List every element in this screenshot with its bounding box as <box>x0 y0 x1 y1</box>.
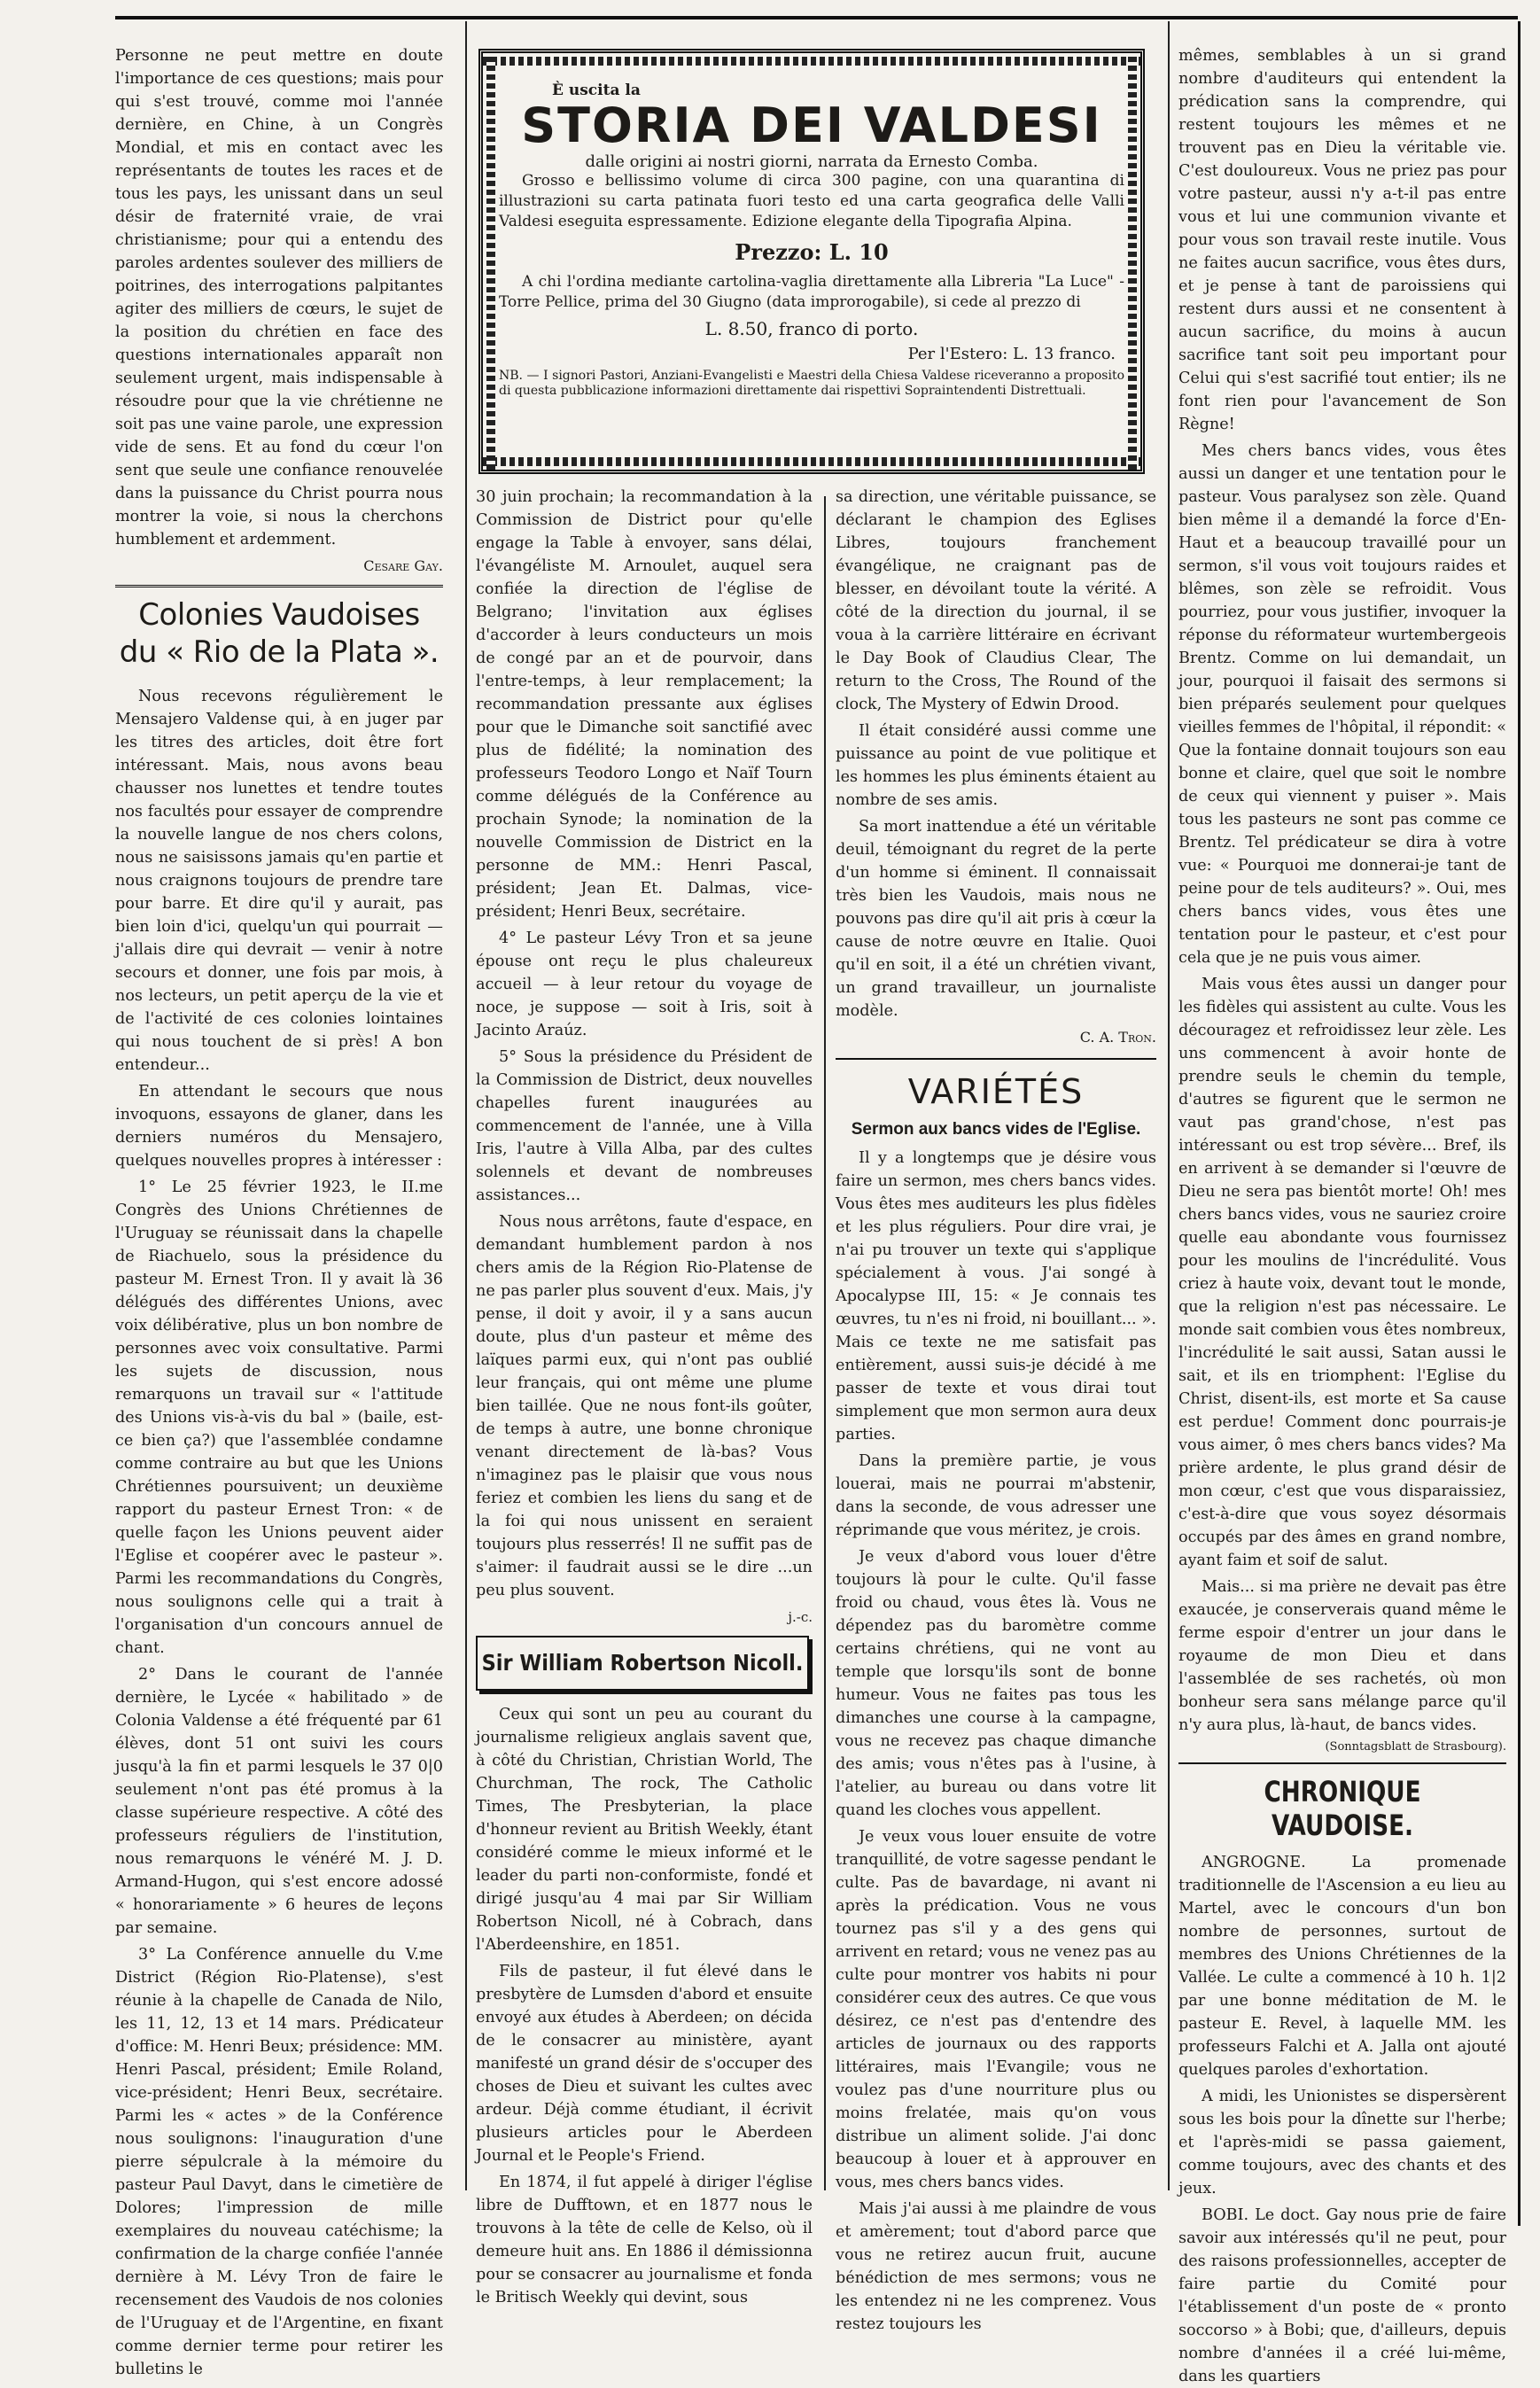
paragraph: mêmes, semblables à un si grand nombre d'auditeurs qui entendent la prédication sans la comprendre, qui restent toujours les mêmes et ne trouvent pas en Dieu la véritable vie. C'est douloureux. Vous ne priez pas pour votre pasteur, aussi n'y a-t-il pas entre vous et lui une communion vivante et pour vous son travail reste inutile. Vous ne faites aucun sacrifice, vous êtes durs, et je pense à tant de paroissiens qui restent durs aussi et ne consentent à aucun sacrifice, du moins à aucun sacrifice tant soit peu important pour Celui qui s'est sacrifié tout entier; ils ne font rien pour l'avancement de Son Règne! <box>1178 47 1506 433</box>
article-title-line2: du « Rio de la Plata ». <box>119 634 439 670</box>
paragraph: 1° Le 25 février 1923, le II.me Congrès des Unions Chrétiennes de l'Uruguay se réunissait dans la chapelle de Riachuelo, sous la présidence du pasteur M. Ernest Tron. Il y avait là 36 délégués des différentes Unions, avec voix délibérative, plus un bon nombre de personnes avec voix consultative. Parmi les sujets de discussion, nous remarquons un travail sur « l'attitude des Unions vis-à-vis du bal » (baile, est-ce bien ça?) que l'assemblée condamne comme contraire au but que les Unions Chrétiennes poursuivent; un deuxième rapport du pasteur Ernest Tron: « de quelle façon les Unions peuvent aider l'Eglise et coopérer avec le pasteur ». Parmi les recommandations du Congrès, nous soulignons celle qui a trait à l'organisation d'un concours annuel de chant. <box>115 1178 443 1657</box>
ad-foreign-price: Per l'Estero: L. 13 franco. <box>907 345 1116 363</box>
column-divider <box>465 21 467 2190</box>
paragraph: Je veux vous louer ensuite de votre tranquillité, de votre sagesse pendant le culte. Pas de bavardage, ni avant ni après la prédication. Vous ne vous tournez pas s'il y a des gens qui arrivent en retard; vous ne venez pas au culte pour montrer vos habits ni pour considérer ceux des autres. Ce que vous désirez, ce n'est pas d'entendre des articles de journaux ou des rapports littéraires, mais l'Evangile; vous ne voulez pas d'une nourriture plus ou moins frelatée, mais qu'on vous distribue un aliment solide. J'ai donc beaucoup à louer et à approuver en vous, mes chers bancs vides. <box>836 1828 1156 2191</box>
paragraph: 4° Le pasteur Lévy Tron et sa jeune épouse ont reçu le plus chaleureux accueil — à leur retour du voyage de noce, je suppose — soit à Iris, soit à Jacinto Araúz. <box>476 930 813 1039</box>
paragraph: 5° Sous la présidence du Président de la Commission de District, deux nouvelles chapelles furent inaugurées au commencement de l'année, une à Villa Iris, l'autre à Villa Alba, par des cultes solennels et devant de nombreuses assistances... <box>476 1048 813 1204</box>
ad-pre-title: È uscita la <box>552 82 641 99</box>
paragraph: 3° La Conférence annuelle du V.me District (Région Rio-Platense), s'est réunie à la chapelle de Canada de Nilo, les 11, 12, 13 et 14 mars. Prédicateur d'office: M. Henri Beux; présidence: MM. Henri Pascal, président; Emile Roland, vice-président; Henri Beux, secrétaire. Parmi les « actes » de la Conférence nous soulignons: l'inauguration d'une pierre sépulcrale à la mémoire du pasteur Paul Davyt, dans le cimetière de Dolores; l'impression de mille exemplaires du nouveau catéchisme; la confirmation de la charge confiée l'année dernière à M. Lévy Tron de faire le recensement des Vaudois de nos colonies de l'Uruguay et de l'Argentine, en fixant comme dernier terme pour retirer les bulletins le <box>115 1946 444 2378</box>
paragraph: Nous nous arrêtons, faute d'espace, en demandant humblement pardon à nos chers amis de la Région Rio-Platense de ne pas parler plus souvent d'eux. Mais, j'y pense, il doit y avoir, il y a sans aucun doute, plus d'un pasteur et même des laïques parmi eux, qui n'ont pas oublié leur français, qui ont même une plume bien taillée. Que ne nous font-ils goûter, de temps à autre, une bonne chronique venant directement de là-bas? Vous n'imaginez pas le plaisir que vous nous feriez et combien les liens du sang et de la foi qui nous unissent en seraient toujours plus resserrés! Il ne suffit pas de s'aimer: il faudrait aussi se le dire ...un peu plus souvent. <box>476 1213 813 1599</box>
divider <box>115 585 443 587</box>
paragraph: sa direction, une véritable puissance, se déclarant le champion des Eglises Libres, toujours franchement évangélique, ne craignant pas de blesser, en dévoilant toute la vérité. A côté de la direction du journal, il se voua à la carrière littéraire en écrivant le Day Book of Claudius Clear, The return to the Cross, The Round of the clock, The Mystery of Edwin Drood. <box>836 488 1156 713</box>
divider <box>1178 1762 1506 1764</box>
paragraph: Mais... si ma prière ne devait pas être exaucée, je conserverais quand même le ferme espoir d'entrer un jour dans le royaume de mon Dieu et dans l'assemblée de ses rachetés, où mon bonheur sera sans mélange parce qu'il n'y aura plus, là-haut, de bancs vides. <box>1178 1578 1506 1734</box>
paragraph: Mais j'ai aussi à me plaindre de vous et amèrement; tout d'abord parce que vous ne retirez aucun fruit, aucune bénédiction de mes sermons; vous ne les entendez ni ne les comprenez. Vous restez toujours les <box>836 2200 1156 2333</box>
column-3 <box>836 486 1156 2333</box>
section-title: VARIÉTÉS <box>907 1072 1085 1111</box>
paragraph: Sa mort inattendue a été un véritable deuil, témoignant du regret de la perte d'un homme si éminent. Il connaissait très bien les Vaudois, mais nous ne pouvons pas dire qu'il ait pris à cœur la cause de notre œuvre en Italie. Quoi qu'il en soit, il a été un chrétien vivant, un grand travailleur, un journaliste modèle. <box>836 818 1156 1020</box>
source-note: (Sonntagsblatt de Strasbourg). <box>1325 1740 1506 1754</box>
paragraph: 30 juin prochain; la recommandation à la Commission de District pour qu'elle engage la Table à envoyer, sans délai, l'évangéliste M. Arnoulet, auquel sera confiée la direction de l'église de Belgrano; l'invitation aux églises d'accorder à leurs conducteurs un mois de congé par an et de pourvoir, dans l'entre-temps, à leur remplacement; la recommandation pressante aux églises pour que le Dimanche soit sanctifié avec plus de fidélité; la nomination des professeurs Teodoro Longo et Naïf Tourn comme délégués de la Conférence au prochain Synode; la nomination de la nouvelle Commission de District en la personne de MM.: Henri Pascal, président; Jean Et. Dalmas, vice-président; Henri Beux, secrétaire. <box>476 488 813 921</box>
ad-description: Grosso e bellissimo volume di circa 300 pagine, con una quarantina di illustrazioni su carta patinata fuori testo ed una carta geografica delle Valli Valdesi eseguita espressamente. Edizione elegante della Tipografia Alpina. <box>499 172 1124 230</box>
ornament-border <box>1128 53 1137 470</box>
signature: C. A. Tron. <box>1079 1029 1156 1046</box>
intro-signature: Cesare Gay. <box>363 557 443 574</box>
paragraph: Nous recevons régulièrement le Mensajero Valdense qui, à en juger par les titres des articles, doit être fort intéressant. Mais, nous avons beau chausser nos lunettes et tendre toutes nos facultés pour essayer de comprendre la nouvelle langue de nos chers colons, nous ne saisissons jamais qu'en partie et nous craignons toujours de prendre tare pour barre. Et dire qu'il y aurait, pas bien loin d'ici, quelqu'un qui pourrait — j'allais dire qui devrait — venir à notre secours et donner, une fois par mois, à nos lecteurs, un petit aperçu de la vie et de l'activité de ces colonies lointaines qui nous touchent de si près! A bon entendeur... <box>115 688 443 1074</box>
ad-note: NB. — I signori Pastori, Anziani-Evangelisti e Maestri della Chiesa Valdese riceveranno a proposito di questa pubblicazione informazioni direttamente dai rispettivi Sopraintendenti Distrettuali. <box>499 369 1124 398</box>
book-advertisement <box>478 49 1145 474</box>
paragraph: A midi, les Unionistes se dispersèrent sous les bois pour la dînette sur l'herbe; et l'après-midi se passa gaiement, comme toujours, avec des chants et des jeux. <box>1178 2088 1506 2197</box>
paragraph: Il y a longtemps que je désire vous faire un sermon, mes chers bancs vides. Vous êtes mes auditeurs les plus fidèles et les plus réguliers. Pour dire vrai, je n'ai pu trouver un texte qui s'applique spécialement à vous. J'ai songé à Apocalypse III, 15: « Je connais tes œuvres, tu n'es ni froid, ni bouillant... ». Mais ce texte ne me satisfait pas entièrement, aussi suis-je décidé à me passer de texte et vous dirai tout simplement que mon sermon aura deux parties. <box>836 1149 1156 1443</box>
article-title-line1: Colonies Vaudoises <box>138 597 420 633</box>
ornament-border <box>486 53 495 470</box>
column-2 <box>476 486 813 2306</box>
paragraph: En attendant le secours que nous invoquons, essayons de glaner, dans les derniers numéros du Mensajero, quelques nouvelles propres à intéresser : <box>115 1083 443 1170</box>
ad-subtitle: dalle origini ai nostri giorni, narrata da Ernesto Comba. <box>585 152 1038 171</box>
divider <box>836 1058 1156 1060</box>
paragraph: Il était considéré aussi comme une puissance au point de vue politique et les hommes les plus éminents étaient au nombre de ses amis. <box>836 722 1156 809</box>
article-title-box <box>476 1636 809 1691</box>
column-4 <box>1178 44 1506 2385</box>
ornament-border <box>483 457 1140 466</box>
paragraph: BOBI. Le doct. Gay nous prie de faire savoir aux intéressés qu'il ne peut, pour des raisons professionnelles, accepter de faire partie du Comité pour l'établissement d'un poste de « pronto soccorso » à Bobi; que, d'ailleurs, depuis nombre d'années il a créé lui-même, dans les quartiers <box>1178 2206 1506 2385</box>
paragraph: Dans la première partie, je vous louerai, mais ne pourrai m'abstenir, dans la seconde, de vous adresser une réprimande que vous méritez, je crois. <box>836 1452 1156 1539</box>
paragraph: ANGROGNE. La promenade traditionnelle de l'Ascension a eu lieu au Martel, avec le concours d'un bon nombre de personnes, surtout de membres des Unions Chrétiennes de la Vallée. Le culte a commencé à 10 h. 1|2 par une bonne méditation de M. le pasteur E. Revel, à laquelle MM. les professeurs Falchi et A. Jalla ont ajouté quelques paroles d'exhortation. <box>1178 1854 1506 2079</box>
article-subtitle: Sermon aux bancs vides de l'Eglise. <box>851 1120 1141 1139</box>
intro-paragraph: Personne ne peut mettre en doute l'importance de ces questions; mais pour qui s'est trouvé, comme moi l'année dernière, en Chine, à un Congrès Mondial, et mis en contact avec les représentants de toutes les races et de tous les pays, les unissant dans un seul désir de fraternité vraie, de vrai christianisme; pour qui a entendu des paroles ardentes soulever des milliers de poitrines, des interrogations palpitantes agiter des milliers de cœurs, le sujet de la position du chrétien en face des questions internationales apparaît non seulement urgent, mais indispensable à résoudre pour que la vie chrétienne ne soit pas une vaine parole, une expression vide de sens. Et au fond du cœur l'on sent que seule une confiance renouvelée dans la puissance du Christ pourra nous montrer la voie, si nous la cherchons humblement et ardemment. <box>115 47 443 548</box>
article-title <box>115 596 443 671</box>
ad-order-text: A chi l'ordina mediante cartolina-vaglia direttamente alla Libreria "La Luce" - Torre Pellice, prima del 30 Giugno (data improrogabile), si cede al prezzo di <box>499 273 1124 311</box>
paragraph: Je veux d'abord vous louer d'être toujours là pour le culte. Qu'il fasse froid ou chaud, vous êtes là. Vous ne dépendez pas du baromètre comme certains chrétiens, qui ne vont au temple que lorsqu'ils sont de bonne humeur. Vous ne faites pas tous les dimanches une course à la campagne, vous ne recevez pas chaque dimanche des amis; vous n'êtes pas à l'usine, à l'atelier, au bureau ou dans votre lit quand les cloches vous appellent. <box>836 1548 1156 1819</box>
paragraph: Mais vous êtes aussi un danger pour les fidèles qui assistent au culte. Vous les découragez et refroidissez leur zèle. Les uns commencent à avoir honte de prendre seuls le chemin du temple, d'autres se figurent que le sermon ne vaut pas grand'chose, n'est pas intéressant ou est trop sévère... Bref, ils en arrivent à se demander si l'œuvre de Dieu ne sera pas bientôt morte! Oh! mes chers bancs vides, vous ne sauriez croire quelle eau abondante vous fournissez pour les moulins de l'incrédulité. Vous criez à haute voix, devant tout le monde, que la religion n'est pas nécessaire. Le monde sait combien vous êtes nombreux, l'incrédulité le sait aussi, Satan aussi le sait, et ils en triomphent: l'Eglise du Christ, disent-ils, est morte et Sa cause est perdue! Comment donc pourrais-je vous aimer, ô mes chers bancs vides? Ma prière ardente, le plus grand désir de mon cœur, c'est que vous disparaissiez, c'est-à-dire que vous soyez désormais occupés par des âmes en grand nombre, ayant faim et soif de salut. <box>1178 976 1506 1569</box>
ad-discount-price: L. 8.50, franco di porto. <box>704 318 919 339</box>
top-rule <box>115 16 1518 19</box>
paragraph: 2° Dans le courant de l'année dernière, le Lycée « habilitado » de Colonia Valdense a été fréquenté par 61 élèves, dont 51 ont suivi les cours jusqu'à la fin et parmi lesquels le 37 0|0 seulement n'ont pas été promus à la classe supérieure respective. A côté des professeurs réguliers de l'institution, nous remarquons le vénéré M. J. D. Armand-Hugon, qui s'est encore adossé « honorariamente » 6 heures de leçons par semaine. <box>115 1666 443 1937</box>
section-title: CHRONIQUE VAUDOISE. <box>1264 1775 1421 1842</box>
ornament-border <box>483 57 1140 66</box>
ad-title: STORIA DEI VALDESI <box>521 97 1102 153</box>
paragraph: Fils de pasteur, il fut élevé dans le presbytère de Lumsden d'abord et ensuite envoyé aux études à Aberdeen; on décida de le consacrer au ministère, ayant manifesté un grand désir de s'occuper des choses de Dieu et suivant les cultes avec ardeur. Déjà comme étudiant, il écrivit plusieurs articles pour le Aberdeen Journal et le People's Friend. <box>476 1963 813 2165</box>
page-edge-rule <box>1518 21 1521 2226</box>
article-title: Sir William Robertson Nicoll. <box>481 1650 804 1676</box>
paragraph: Mes chers bancs vides, vous êtes aussi un danger et une tentation pour le pasteur. Vous paralysez son zèle. Quand bien même il a demandé la force d'En-Haut et a beaucoup travaillé pour un sermon, s'il vous voit toujours raides et blêmes, son zèle se refroidit. Vous pourriez, pour vous justifier, invoquer la réponse du réformateur wurtembergeois Brentz. Comme on lui demandait, un jour, pourquoi il faisait des sermons si bien préparés seulement pour quelques vieilles femmes de l'hôpital, il répondit: « Que la fontaine donnait toujours son eau bonne et claire, quel que soit le nombre de ceux qui viennent y puiser ». Mais tous les pasteurs ne sont pas comme ce Brentz. Tel prédicateur se dira à votre vue: « Pourquoi me donnerai-je tant de peine pour de tels auditeurs? ». Oui, mes chers bancs vides, vous êtes une tentation pour le pasteur, et c'est pour cela que je ne puis vous aimer. <box>1178 442 1506 967</box>
column-1 <box>115 44 444 2378</box>
ad-price: Prezzo: L. 10 <box>735 239 889 265</box>
paragraph: En 1874, il fut appelé à diriger l'église libre de Dufftown, et en 1877 nous le trouvons à la tête de celle de Kelso, où il demeure huit ans. En 1886 il démissionna pour se consacrer au journalisme et fonda le Britisch Weekly qui devint, sous <box>476 2174 813 2306</box>
signature: j.-c. <box>788 1609 813 1625</box>
column-divider <box>1168 21 1170 2190</box>
paragraph: Ceux qui sont un peu au courant du journalisme religieux anglais savent que, à côté du Christian, Christian World, The Churchman, The rock, The Catholic Times, The Presbyterian, la place d'honneur revient au British Weekly, étant considéré comme le mieux informé et le leader du parti non-conformiste, fondé et dirigé jusqu'au 4 mai par Sir William Robertson Nicoll, né à Cobrach, dans l'Aberdeenshire, en 1851. <box>476 1706 813 1954</box>
column-divider <box>824 496 826 2190</box>
